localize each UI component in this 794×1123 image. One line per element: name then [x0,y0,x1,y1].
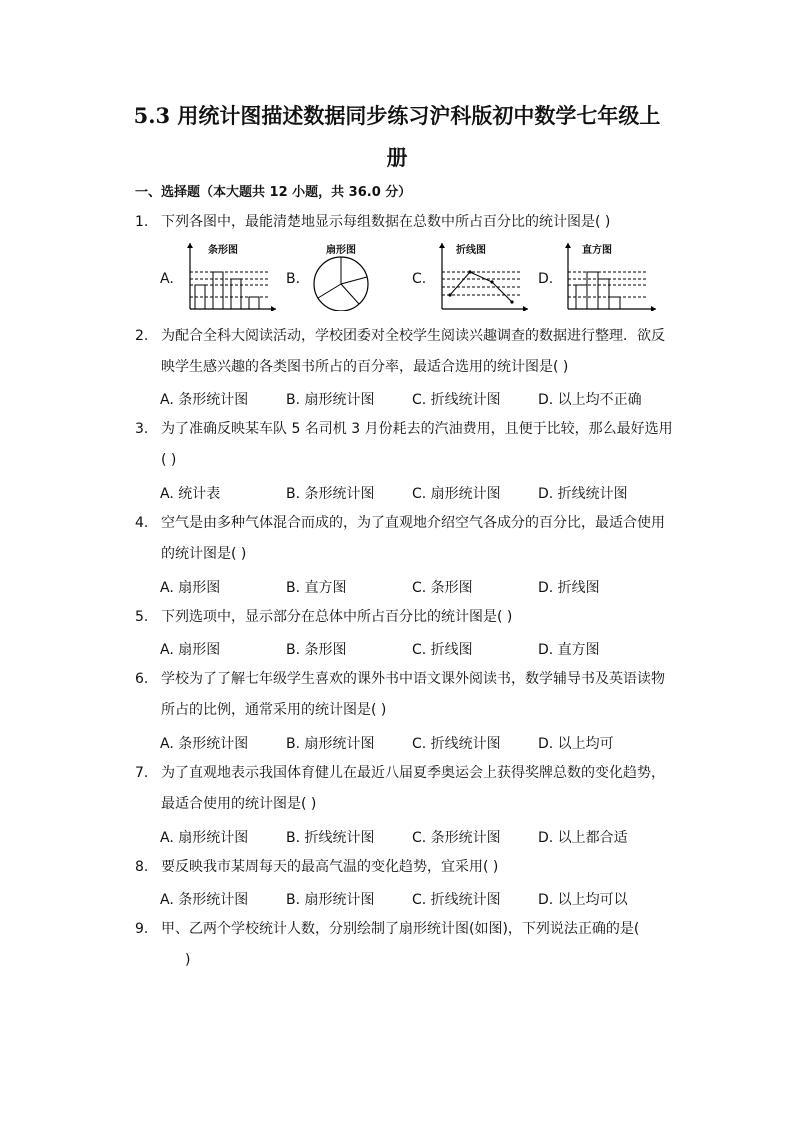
line-chart-thumbnail [430,239,530,311]
question-stem-line-1: 下列选项中，显示部分在总体中所占百分比的统计图是( ) [161,609,513,625]
option-d[interactable]: D. 折线图 [538,580,600,596]
option-d[interactable]: D. 以上均可以 [538,892,628,908]
option-label: D. [538,271,554,287]
option-c[interactable]: C. 条形图 [412,580,473,596]
question-number: 8. [135,859,149,875]
question-stem-line-1: 要反映我市某周每天的最高气温的变化趋势，宜采用( ) [161,859,499,875]
title-line-2: 册 [386,145,408,170]
option-c[interactable]: C. 折线统计图 [412,736,501,752]
option-a[interactable]: A. 条形统计图 [160,392,249,408]
question-number: 9. [135,921,149,937]
question-stem-line-1: 学校为了了解七年级学生喜欢的课外书中语文课外阅读书，数学辅导书及英语读物 [161,671,665,687]
option-a[interactable]: A. 条形统计图 [160,736,249,752]
title-line-1: 5.3 用统计图描述数据同步练习沪科版初中数学七年级上 [133,103,661,128]
section-heading: 一、选择题（本大题共 12 小题，共 36.0 分） [135,185,412,200]
question-stem-line-1: 甲、乙两个学校统计人数，分别绘制了扇形统计图(如图)，下列说法正确的是( [161,921,640,937]
option-d[interactable]: D. 以上都合适 [538,830,628,846]
question-stem-line-2: 的统计图是( ) [161,546,247,562]
option-b[interactable]: B. 条形图 [286,642,347,658]
question-stem-line-1: 空气是由多种气体混合而成的，为了直观地介绍空气各成分的百分比，最适合使用 [161,515,665,531]
option-d[interactable]: D. 以上均可 [538,736,614,752]
option-d[interactable]: D. 折线统计图 [538,486,628,502]
chart-title: 折线图 [456,245,486,256]
option-c[interactable]: C. 条形统计图 [412,830,501,846]
question-number: 7. [135,765,149,781]
question-stem-line-2: 最适合使用的统计图是( ) [161,796,317,812]
option-b[interactable]: B. 扇形统计图 [286,392,375,408]
option-c[interactable]: C. 折线统计图 [412,892,501,908]
chart-title: 扇形图 [326,245,356,256]
question-stem-line-2: ( ) [161,452,177,468]
question-stem-line-2: 所占的比例，通常采用的统计图是( ) [161,702,387,718]
bar-chart-thumbnail [178,239,278,311]
option-c[interactable]: C. 折线统计图 [412,392,501,408]
option-b[interactable]: B. 扇形统计图 [286,736,375,752]
option-c[interactable]: C. 折线图 [412,642,473,658]
question-stem-line-1: 为了准确反映某车队 5 名司机 3 月份耗去的汽油费用，且便于比较，那么最好选用 [161,421,673,437]
question-number: 2. [135,328,149,344]
question-number: 6. [135,671,149,687]
chart-title: 条形图 [208,245,238,256]
option-d[interactable]: D. 以上均不正确 [538,392,642,408]
option-c[interactable]: C. 扇形统计图 [412,486,501,502]
option-a[interactable]: A. 扇形图 [160,642,221,658]
option-a[interactable]: A. 扇形统计图 [160,830,249,846]
option-a[interactable]: A. 条形统计图 [160,892,249,908]
question-stem-line-2: 映学生感兴趣的各类图书所占的百分率，最适合选用的统计图是( ) [161,359,569,375]
option-label: C. [412,271,427,287]
question-number: 5. [135,609,149,625]
question-stem-line-1: 为配合全科大阅读活动，学校团委对全校学生阅读兴趣调查的数据进行整理．欲反 [161,328,665,344]
option-b[interactable]: B. 折线统计图 [286,830,375,846]
question-stem: 下列各图中，最能清楚地显示每组数据在总数中所占百分比的统计图是( ) [161,214,611,230]
chart-title: 直方图 [582,245,612,256]
question-number: 4. [135,515,149,531]
histogram-thumbnail [556,239,660,311]
question-stem-line-1: 为了直观地表示我国体育健儿在最近八届夏季奥运会上获得奖牌总数的变化趋势， [161,765,665,781]
option-b[interactable]: B. 条形统计图 [286,486,375,502]
option-b[interactable]: B. 扇形统计图 [286,892,375,908]
option-a[interactable]: A. 扇形图 [160,580,221,596]
option-b[interactable]: B. 直方图 [286,580,347,596]
option-d[interactable]: D. 直方图 [538,642,600,658]
question-stem-line-2: ) [185,952,191,968]
question-number: 3. [135,421,149,437]
option-a[interactable]: A. 统计表 [160,486,221,502]
option-label: B. [286,271,301,287]
question-number: 1. [135,214,149,230]
option-label: A. [160,271,174,287]
pie-chart-thumbnail [304,239,384,311]
